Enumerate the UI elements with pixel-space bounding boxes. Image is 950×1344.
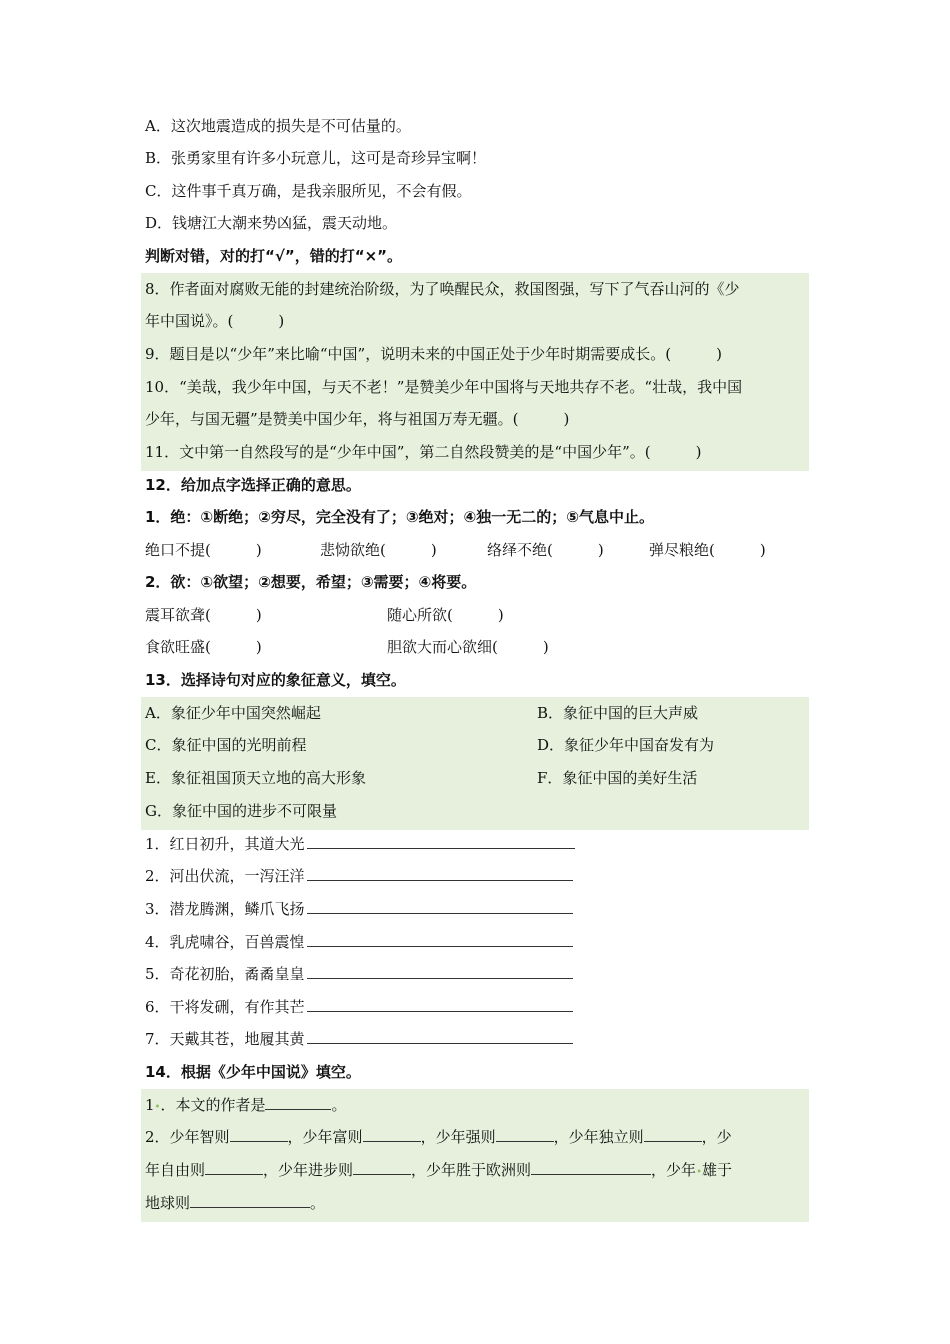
q7-option-b: B．张勇家里有许多小玩意儿，这可是奇珍异宝啊！ <box>145 149 487 167</box>
q13-option-a: A．象征少年中国突然崛起 <box>145 704 321 722</box>
q10-line1: 10．“美哉，我少年中国，与天不老！”是赞美少年中国将与天地共存不老。“壮哉，我中国 <box>145 378 743 396</box>
q12-1-item: 弹尽粮绝( ) <box>649 541 766 559</box>
answer-blank[interactable] <box>307 960 573 979</box>
q14-2-line2: 年自由则 ，少年进步则 ，少年胜于欧洲则 ，少年•雄于 <box>145 1154 810 1186</box>
q14-heading: 14．根据《少年中国说》填空。 <box>145 1063 361 1081</box>
q13-option-d: D．象征少年中国奋发有为 <box>537 736 715 754</box>
q11: 11．文中第一自然段写的是“少年中国”，第二自然段赞美的是“中国少年”。( ) <box>145 443 702 461</box>
q7-option-a: A．这次地震造成的损失是不可估量的。 <box>145 117 411 135</box>
q13-item-5: 5．奇花初胎，矞矞皇皇 <box>145 958 810 990</box>
q12-1-item: 络绎不绝( ) <box>487 541 604 559</box>
answer-blank[interactable] <box>531 1158 651 1175</box>
q12-2-row1 <box>145 599 810 631</box>
q13-item-2: 2．河出伏流，一泻汪洋 <box>145 860 810 892</box>
q14-2-line1: 2．少年智则 ，少年富则 ，少年强则 ，少年独立则 ，少 <box>145 1121 810 1153</box>
answer-blank[interactable] <box>363 1125 421 1142</box>
q8-line2: 年中国说》。( ) <box>145 312 285 330</box>
answer-blank[interactable] <box>307 1025 573 1044</box>
q12-1-item: 绝口不提( ) <box>145 541 262 559</box>
q7-option-d: D．钱塘江大潮来势凶猛，震天动地。 <box>145 214 398 232</box>
small-dot-icon: • <box>696 1167 702 1178</box>
answer-blank[interactable] <box>307 895 573 914</box>
q13-options-row1 <box>145 697 810 729</box>
q13-option-c: C．象征中国的光明前程 <box>145 736 307 754</box>
q13-item-7: 7．天戴其苍，地履其黄 <box>145 1023 810 1055</box>
q12-2-item: 震耳欲聋( ) <box>145 606 262 624</box>
q12-heading: 12．给加点字选择正确的意思。 <box>145 476 361 494</box>
q10-line2: 少年，与国无疆”是赞美中国少年，将与祖国万寿无疆。( ) <box>145 410 570 428</box>
q14-1: 1•．本文的作者是 。 <box>145 1089 810 1121</box>
q13-heading: 13．选择诗句对应的象征意义，填空。 <box>145 671 406 689</box>
answer-blank[interactable] <box>644 1125 702 1142</box>
q12-2-row2 <box>145 631 810 663</box>
answer-blank[interactable] <box>205 1158 263 1175</box>
answer-blank[interactable] <box>307 928 573 947</box>
q13-option-e: E．象征祖国顶天立地的高大形象 <box>145 769 366 787</box>
q12-1-row <box>145 534 810 566</box>
answer-blank[interactable] <box>307 993 573 1012</box>
q12-2-item: 随心所欲( ) <box>387 606 504 624</box>
answer-blank[interactable] <box>307 862 573 881</box>
q9: 9．题目是以“少年”来比喻“中国”，说明未来的中国正处于少年时期需要成长。( ) <box>145 345 722 363</box>
q12-1-heading: 1．绝：①断绝；②穷尽，完全没有了；③绝对；④独一无二的；⑤气息中止。 <box>145 508 654 526</box>
answer-blank[interactable] <box>496 1125 554 1142</box>
q13-option-b: B．象征中国的巨大声威 <box>537 704 699 722</box>
q12-2-item: 食欲旺盛( ) <box>145 638 262 656</box>
q7-option-c: C．这件事千真万确，是我亲服所见，不会有假。 <box>145 182 472 200</box>
q13-option-g: G．象征中国的进步不可限量 <box>145 802 337 820</box>
answer-blank[interactable] <box>307 830 575 849</box>
q13-item-1: 1．红日初升，其道大光 <box>145 828 810 860</box>
q12-1-item: 悲恸欲绝( ) <box>320 541 437 559</box>
q13-options-row3 <box>145 762 810 794</box>
q12-2-item: 胆欲大而心欲细( ) <box>387 638 549 656</box>
answer-blank[interactable] <box>230 1125 288 1142</box>
answer-blank[interactable] <box>353 1158 411 1175</box>
q8-line1: 8．作者面对腐败无能的封建统治阶级，为了唤醒民众，救国图强，写下了气吞山河的《少 <box>145 280 740 298</box>
q13-item-4: 4．乳虎啸谷，百兽震惶 <box>145 926 810 958</box>
answer-blank[interactable] <box>265 1093 331 1110</box>
q13-item-6: 6．干将发硎，有作其芒 <box>145 991 810 1023</box>
answer-blank[interactable] <box>190 1191 310 1208</box>
q12-2-heading: 2．欲：①欲望；②想要，希望；③需要；④将要。 <box>145 573 477 591</box>
q13-option-f: F．象征中国的美好生活 <box>537 769 698 787</box>
small-dot-icon: • <box>154 1102 161 1113</box>
q13-options-row2 <box>145 729 810 761</box>
q14-2-line3: 地球则 。 <box>145 1187 810 1219</box>
judge-heading: 判断对错，对的打“√”，错的打“×”。 <box>145 247 403 265</box>
q13-item-3: 3．潜龙腾渊，鳞爪飞扬 <box>145 893 810 925</box>
